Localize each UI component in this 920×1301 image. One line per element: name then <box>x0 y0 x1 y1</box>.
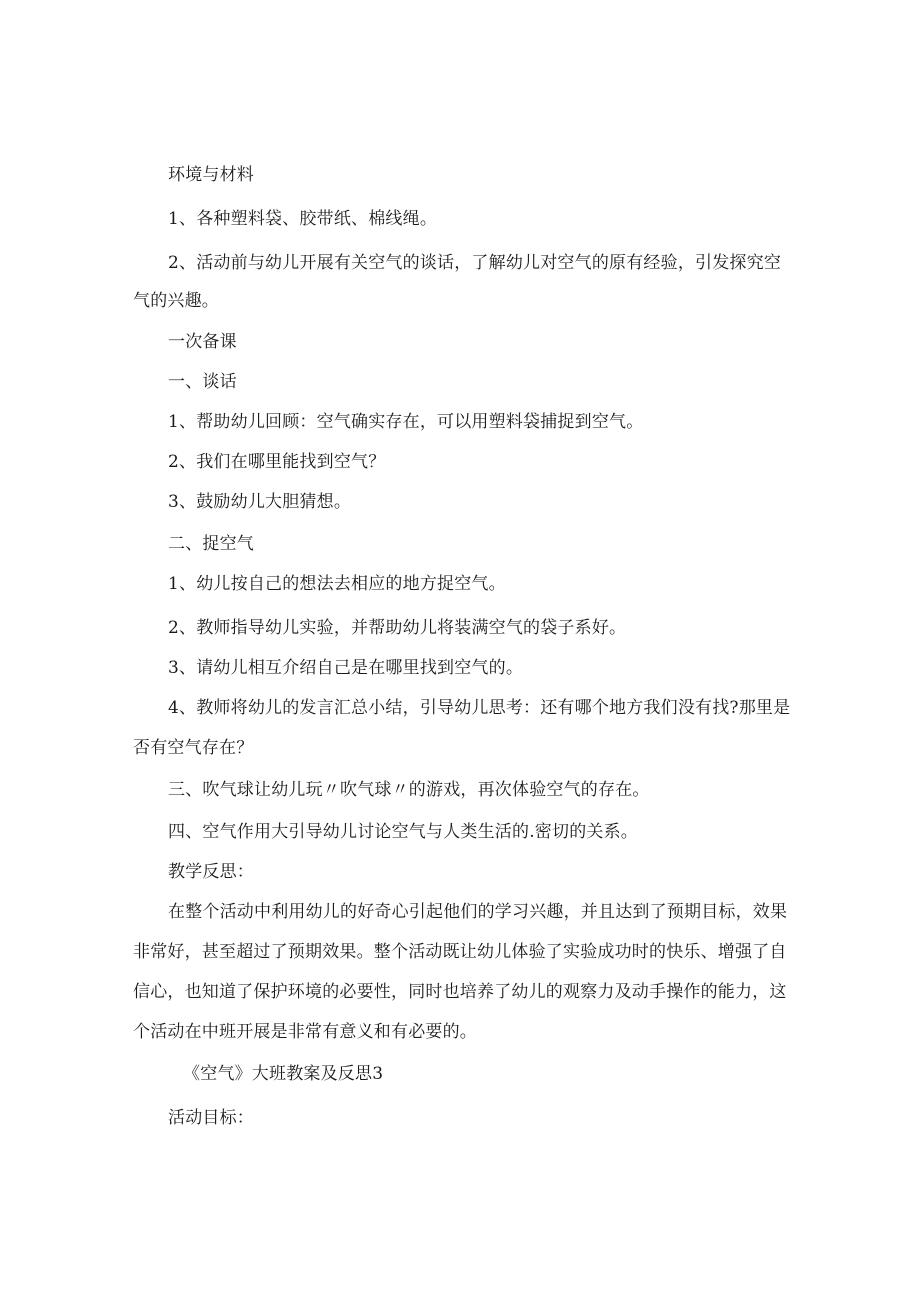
talk-item-1: 1、帮助幼儿回顾：空气确实存在，可以用塑料袋捕捉到空气。 <box>168 412 644 432</box>
catch-item-4: 4、教师将幼儿的发言汇总小结，引导幼儿思考：还有哪个地方我们没有找?那里是否有空气存在？ <box>133 698 791 758</box>
materials-item-2: 2、活动前与幼儿开展有关空气的谈话，了解幼儿对空气的原有经验，引发探究空气的兴趣。 <box>133 253 782 311</box>
section-blow-balloon: 三、吹气球让幼儿玩〃吹气球〃的游戏，再次体验空气的存在。 <box>168 780 650 800</box>
section-heading-teaching-reflection: 教学反思： <box>168 862 254 882</box>
reflection-paragraph: 在整个活动中利用幼儿的好奇心引起他们的学习兴趣，并且达到了预期目标，效果非常好，甚至超过了预期效果。整个活动既让幼儿体验了实验成功时的快乐、增强了自信心，也知道了保护环境的必要性，同时也培养了幼儿的观察力及动手操作的能力，这个活动在中班开展是非常有意义和有必要的。 <box>133 902 788 1042</box>
catch-item-2: 2、教师指导幼儿实验，并帮助幼儿将装满空气的袋子系好。 <box>168 618 627 638</box>
talk-item-3: 3、鼓励幼儿大胆猜想。 <box>168 492 352 512</box>
section-heading-activity-goals: 活动目标： <box>168 1108 254 1128</box>
section-air-importance: 四、空气作用大引导幼儿讨论空气与人类生活的.密切的关系。 <box>168 822 639 842</box>
materials-item-1: 1、各种塑料袋、胶带纸、棉线绳。 <box>168 209 438 229</box>
catch-item-3: 3、请幼儿相互介绍自己是在哪里找到空气的。 <box>168 658 524 678</box>
section-heading-environment-materials: 环境与材料 <box>168 165 254 185</box>
talk-item-2: 2、我们在哪里能找到空气？ <box>168 452 386 472</box>
section-heading-catch-air: 二、捉空气 <box>168 534 254 554</box>
next-lesson-title: 《空气》大班教案及反思3 <box>183 1064 384 1084</box>
section-heading-talk: 一、谈话 <box>168 372 237 392</box>
document-page <box>133 155 793 1138</box>
section-heading-first-lesson-prep: 一次备课 <box>168 332 237 352</box>
catch-item-1: 1、幼儿按自己的想法去相应的地方捉空气。 <box>168 574 506 594</box>
